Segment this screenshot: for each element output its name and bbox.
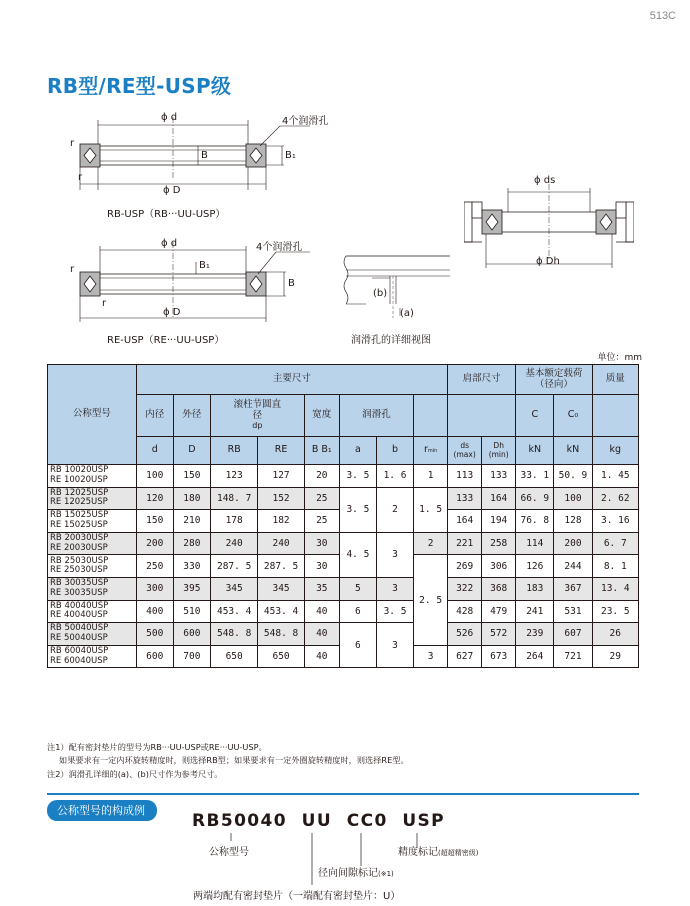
cell-c0: 128: [554, 510, 592, 533]
header-d: d: [136, 437, 173, 465]
cell-c0: 721: [554, 645, 592, 668]
code-clearance: CC0: [346, 811, 388, 831]
cell-ds: 221: [448, 532, 482, 555]
cell-d: 600: [136, 645, 173, 668]
header-a: a: [339, 437, 376, 465]
cell-b: 3: [376, 532, 413, 577]
label-r: r: [102, 298, 107, 309]
code-label-clearance-text: 径向间隙标记: [318, 868, 378, 879]
cell-kg: 13. 4: [592, 577, 638, 600]
cell-rb-dp: 287. 5: [210, 555, 257, 578]
cell-d: 300: [136, 577, 173, 600]
cell-B: 25: [304, 510, 339, 533]
cell-D: 280: [173, 532, 210, 555]
re-model: RE 25030USP: [50, 565, 108, 576]
cell-ds: 322: [448, 577, 482, 600]
header-BB1: B B₁: [304, 437, 339, 465]
cell-r: 3: [414, 645, 448, 668]
cell-B: 20: [304, 465, 339, 488]
cell-dh: 133: [482, 465, 516, 488]
cell-ds: 113: [448, 465, 482, 488]
cell-re-dp: 548. 8: [258, 623, 304, 646]
code-seal: UU: [301, 811, 333, 831]
cell-D: 510: [173, 600, 210, 623]
cell-re-dp: 650: [258, 645, 304, 668]
cell-re-dp: 152: [258, 487, 304, 510]
header-kN-C: kN: [516, 437, 554, 465]
code-label-clearance: [318, 864, 394, 879]
cell-re-dp: 182: [258, 510, 304, 533]
cell-b: 3: [376, 623, 413, 668]
label-B1: B₁: [199, 260, 210, 271]
cell-b: 3. 5: [376, 600, 413, 623]
label-a: (a): [400, 308, 414, 319]
label-phi-D: ϕ D: [163, 185, 181, 196]
cell-a: 3. 5: [339, 487, 376, 532]
cell-kg: 8. 1: [592, 555, 638, 578]
cell-dh: 479: [482, 600, 516, 623]
cell-b: 3: [376, 577, 413, 600]
label-B1: B₁: [285, 150, 296, 161]
cell-D: 150: [173, 465, 210, 488]
page-number: 513C: [649, 10, 676, 22]
rb-model: RB 15025USP: [50, 510, 109, 521]
cell-a: 4. 5: [339, 532, 376, 577]
cell-c: 114: [516, 532, 554, 555]
cell-c: 33. 1: [516, 465, 554, 488]
cell-B: 35: [304, 577, 339, 600]
cell-r: 1. 5: [414, 487, 448, 532]
page-title: RB型/RE型-USP级: [47, 74, 232, 98]
label-lube-holes: 4个润滑孔: [282, 116, 329, 127]
label-r: r: [70, 264, 75, 275]
header-C: C: [516, 395, 554, 437]
code-label-grade: [398, 843, 478, 858]
header-rmin-sub: min: [427, 448, 438, 455]
code-model: RB50040: [192, 811, 287, 831]
cell-D: 330: [173, 555, 210, 578]
cell-a: 5: [339, 577, 376, 600]
cell-kg: 29: [592, 645, 638, 668]
cell-a: 3. 5: [339, 465, 376, 488]
label-phi-d: ϕ d: [161, 238, 178, 249]
cell-c0: 200: [554, 532, 592, 555]
re-model: RE 30035USP: [50, 587, 108, 598]
cell-rb-dp: 453. 4: [210, 600, 257, 623]
label-phi-Dh: ϕ Dh: [536, 256, 560, 267]
cell-rb-dp: 148. 7: [210, 487, 257, 510]
rb-model: RB 30035USP: [50, 578, 109, 589]
code-label-seal: 两端均配有密封垫片（一端配有密封垫片：U）: [193, 891, 401, 902]
cell-ds: 526: [448, 623, 482, 646]
cell-dh: 368: [482, 577, 516, 600]
cell-kg: 6. 7: [592, 532, 638, 555]
cell-d: 500: [136, 623, 173, 646]
cell-dh: 673: [482, 645, 516, 668]
header-load-rating: 基本额定载荷（径向）: [516, 365, 592, 395]
rb-model: RB 10020USP: [50, 465, 109, 476]
cell-re-dp: 345: [258, 577, 304, 600]
rb-model: RB 40040USP: [50, 600, 109, 611]
cell-d: 100: [136, 465, 173, 488]
code-label-grade-text: 精度标记: [398, 847, 438, 858]
rb-model: RB 50040USP: [50, 623, 109, 634]
cell-ds: 133: [448, 487, 482, 510]
header-ds-label: ds: [460, 440, 469, 450]
cell-b: 1. 6: [376, 465, 413, 488]
cell-rb-dp: 345: [210, 577, 257, 600]
label-r: r: [70, 138, 75, 149]
cell-D: 600: [173, 623, 210, 646]
header-C0: C₀: [554, 395, 592, 437]
code-label-model: 公称型号: [209, 847, 249, 858]
header-RB: RB: [210, 437, 257, 465]
note-2: 注2）润滑孔详细的(a)、(b)尺寸作为参考尺寸。: [47, 768, 223, 779]
cell-c: 126: [516, 555, 554, 578]
header-Dh-sub: (min): [488, 449, 509, 459]
header-lube: 润滑孔: [339, 395, 413, 437]
cell-re-dp: 240: [258, 532, 304, 555]
cell-c0: 50. 9: [554, 465, 592, 488]
cell-D: 395: [173, 577, 210, 600]
cell-r: 1: [414, 465, 448, 488]
cell-rb-dp: 650: [210, 645, 257, 668]
cell-c: 76. 8: [516, 510, 554, 533]
cell-a: 6: [339, 623, 376, 668]
re-model: RE 50040USP: [50, 632, 108, 643]
header-rmin-r: r: [423, 444, 428, 456]
label-lube-holes: 4个润滑孔: [256, 242, 303, 253]
cell-d: 120: [136, 487, 173, 510]
cell-kg: 1. 45: [592, 465, 638, 488]
cell-kg: 26: [592, 623, 638, 646]
cell-c: 66. 9: [516, 487, 554, 510]
header-width: 宽度: [304, 395, 339, 437]
re-model: RE 20030USP: [50, 542, 108, 553]
cell-B: 30: [304, 532, 339, 555]
re-usp-caption: RE-USP（RE···UU-USP）: [107, 335, 225, 346]
unit-label: 单位：mm: [597, 353, 642, 363]
code-grade: USP: [402, 811, 446, 831]
cell-rb-dp: 548. 8: [210, 623, 257, 646]
label-b: (b): [373, 288, 388, 299]
note-1: 注1）配有密封垫片的型号为RB···UU-USP或RE···UU-USP。: [47, 742, 267, 752]
header-outer: 外径: [173, 395, 210, 437]
cell-c0: 531: [554, 600, 592, 623]
rb-model: RB 25030USP: [50, 555, 109, 566]
label-phi-D: ϕ D: [163, 307, 181, 318]
re-model: RE 40040USP: [50, 610, 108, 621]
label-B: B: [288, 278, 295, 289]
header-pitch-label: 滚柱节圆直径: [233, 399, 282, 421]
cell-re-dp: 287. 5: [258, 555, 304, 578]
header-pitch-dp: dp: [252, 421, 263, 431]
header-kg: kg: [592, 437, 638, 465]
rb-model: RB 60040USP: [50, 646, 109, 657]
cell-kg: 23. 5: [592, 600, 638, 623]
cell-dh: 306: [482, 555, 516, 578]
cell-B: 40: [304, 623, 339, 646]
code-label-grade-note: (超超精密级): [438, 849, 479, 857]
header-ds-sub: (max): [453, 449, 476, 459]
section-label: 公称型号的构成例: [47, 800, 157, 821]
cell-re-dp: 127: [258, 465, 304, 488]
cell-c: 183: [516, 577, 554, 600]
label-r: r: [78, 172, 83, 183]
header-Dh-label: Dh: [493, 440, 504, 450]
label-phi-d: ϕ d: [161, 112, 178, 123]
cell-c0: 100: [554, 487, 592, 510]
header-inner: 内径: [136, 395, 173, 437]
cell-dh: 164: [482, 487, 516, 510]
cell-D: 180: [173, 487, 210, 510]
header-D: D: [173, 437, 210, 465]
header-main-dims: 主要尺寸: [136, 365, 447, 395]
cell-ds: 627: [448, 645, 482, 668]
cell-D: 700: [173, 645, 210, 668]
re-model: RE 12025USP: [50, 497, 108, 508]
cell-B: 40: [304, 600, 339, 623]
label-B: B: [201, 150, 208, 161]
cell-dh: 258: [482, 532, 516, 555]
header-mass: 质量: [592, 365, 638, 395]
header-kN-C0: kN: [554, 437, 592, 465]
rb-model: RB 12025USP: [50, 487, 109, 498]
cell-re-dp: 453. 4: [258, 600, 304, 623]
re-model: RE 60040USP: [50, 655, 108, 666]
cell-d: 250: [136, 555, 173, 578]
re-model: RE 15025USP: [50, 519, 108, 530]
cell-dh: 194: [482, 510, 516, 533]
rb-model: RB 20030USP: [50, 533, 109, 544]
cell-d: 150: [136, 510, 173, 533]
cell-ds: 164: [448, 510, 482, 533]
cell-d: 400: [136, 600, 173, 623]
cell-c0: 607: [554, 623, 592, 646]
cell-ds: 269: [448, 555, 482, 578]
cell-B: 30: [304, 555, 339, 578]
cell-rb-dp: 240: [210, 532, 257, 555]
header-b: b: [376, 437, 413, 465]
header-model: 公称型号: [48, 365, 137, 465]
cell-D: 210: [173, 510, 210, 533]
cell-rb-dp: 123: [210, 465, 257, 488]
code-label-clearance-note: (※1): [378, 870, 394, 878]
header-shoulder-dims: 肩部尺寸: [448, 365, 516, 395]
label-phi-ds: ϕ ds: [534, 175, 556, 186]
cell-kg: 2. 62: [592, 487, 638, 510]
cell-r: 2. 5: [414, 555, 448, 645]
cell-ds: 428: [448, 600, 482, 623]
cell-kg: 3. 16: [592, 510, 638, 533]
cell-r: 2: [414, 532, 448, 555]
header-RE: RE: [258, 437, 304, 465]
lube-hole-caption: 润滑孔的详细视图: [351, 335, 431, 346]
cell-dh: 572: [482, 623, 516, 646]
cell-c: 241: [516, 600, 554, 623]
cell-rb-dp: 178: [210, 510, 257, 533]
cell-a: 6: [339, 600, 376, 623]
cell-B: 40: [304, 645, 339, 668]
cell-c0: 367: [554, 577, 592, 600]
cell-c0: 244: [554, 555, 592, 578]
rb-usp-caption: RB-USP（RB···UU-USP）: [107, 209, 226, 220]
cell-b: 2: [376, 487, 413, 532]
re-model: RE 10020USP: [50, 474, 108, 485]
cell-B: 25: [304, 487, 339, 510]
cell-d: 200: [136, 532, 173, 555]
cell-c: 239: [516, 623, 554, 646]
note-1-cont: 如果要求有一定内环旋转精度时，则选择RB型；如果要求有一定外圈旋转精度时，则选择RE型。: [59, 755, 409, 766]
cell-c: 264: [516, 645, 554, 668]
